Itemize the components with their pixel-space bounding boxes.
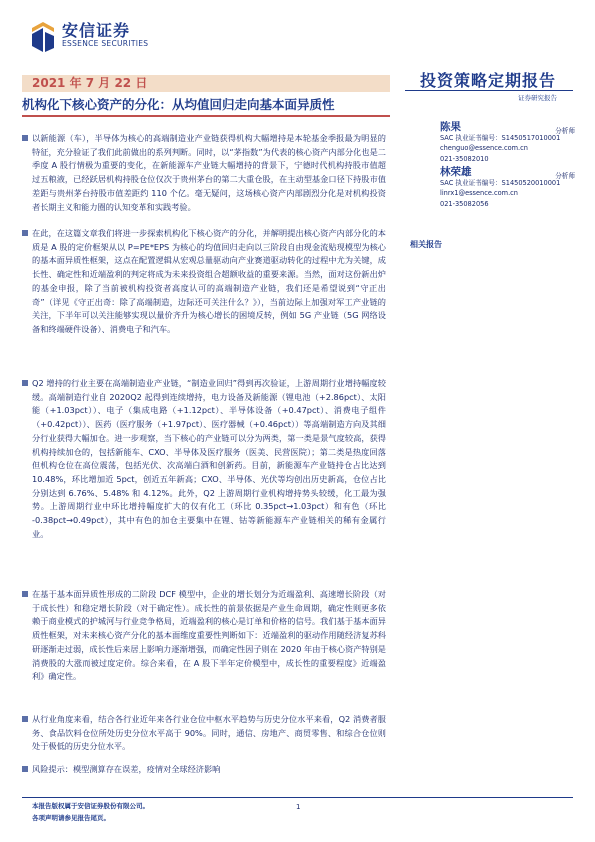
analyst-cert: SAC 执业证书编号：S1450517010001 bbox=[440, 133, 561, 142]
page-number: 1 bbox=[296, 803, 301, 811]
summary-paragraph-5: 从行业角度来看，结合各行业近年来各行业仓位中枢水平趋势与历史分位水平来看，Q2 消费者服务、食品饮料仓位所处历史分位水平高于 90%。同时，通信、房地产、商贸零售、和综合仓位则处于极低的历史分位水平。 bbox=[22, 713, 386, 754]
analyst-phone: 021-35082056 bbox=[440, 199, 489, 208]
company-logo bbox=[30, 18, 190, 62]
document-title: 机构化下核心资产的分化：从均值回归走向基本面异质性 bbox=[22, 97, 335, 112]
analyst-card bbox=[440, 167, 575, 209]
summary-paragraph-3: Q2 增持的行业主要在高端制造业产业链，“制造业回归”得到再次验证，上游周期行业增持幅度较缓。高端制造行业自 2020Q2 起得到连续增持，电力设备及新能源（锂电池（+2.86pct）、太阳能（+1.03pct））、电子（集成电路（+1.12pct）、半导体设备（+0.47pct）、消费电子组件（+0.42pct））、医药（医疗服务（+1.97pct）、医疗器械（+0.46pct））等高端制造方向及其细分行业获得大幅加仓。进一步观察，当下核心的产业链可以分为两类，第一类是景气度较高，获得机构持续加仓的，包括新能车、CXO、半导体及医疗服务（医美、民营医院）；第二类是热度回落但机构仓位在高位震荡，包括光伏、次高端白酒和创新药。目前，新能源车产业链持仓占比达到 10.48%，环比增加近 5pct，创近五年新高；CXO、半导体、光伏等均创出历史新高，仓位占比分别达到 6.76%、5.48% 和 4.12%。此外，Q2 上游周期行业机构增持势头较缓，化工最为强势。上游周期行业中环比增持幅度扩大的仅有化工（环比 0.35pct→1.03pct）和有色（环比 -0.38pct→0.49pct），其中有色的加仓主要集中在锂、钴等新能源车产业链相关的稀有金属行业。 bbox=[22, 377, 386, 541]
bullet-square-icon bbox=[22, 135, 28, 141]
logo-mark-icon bbox=[30, 20, 56, 54]
report-date: 2021 年 7 月 22 日 bbox=[32, 76, 148, 90]
footer-divider bbox=[22, 797, 573, 798]
related-reports-heading: 相关报告 bbox=[410, 240, 442, 249]
bullet-square-icon bbox=[22, 716, 28, 722]
risk-warning: 风险提示：模型测算存在误差，疫情对全球经济影响 bbox=[22, 763, 386, 777]
analyst-cert: SAC 执业证书编号：S1450520010001 bbox=[440, 178, 561, 187]
analyst-email[interactable]: linrx1@essence.com.cn bbox=[440, 189, 518, 197]
analyst-email[interactable]: chenguo@essence.com.cn bbox=[440, 144, 528, 152]
footer-copyright: 本报告版权属于安信证券股份有限公司。 bbox=[32, 802, 149, 810]
report-type-title: 投资策略定期报告 bbox=[420, 71, 557, 90]
report-subtitle: 证券研究报告 bbox=[518, 94, 557, 102]
logo-text-en: ESSENCE SECURITIES bbox=[62, 39, 149, 48]
analyst-name: 林荣雄 bbox=[440, 166, 472, 178]
analyst-name: 陈果 bbox=[440, 121, 461, 133]
logo-text-cn: 安信证券 bbox=[62, 21, 131, 40]
analyst-phone: 021-35082010 bbox=[440, 154, 489, 163]
bullet-square-icon bbox=[22, 591, 28, 597]
summary-paragraph-1: 以新能源（车），半导体为核心的高端制造业产业链获得机构大幅增持是本轮基金季报最为明显的特征，充分验证了我们此前做出的系列判断。同时，以“茅指数”为代表的核心资产内部分化也是二季度 A 股行情极为重要的变化，在新能源车产业链大幅增持的背景下，宁德时代机构持股市值超过五粮液，已经跃居机构持股仓位仅次于贵州茅台的第二大重仓股，在主动型基金口径下持股市值差距与贵州茅台持股市值差距约 110 个亿。毫无疑问，这场核心资产内部剧烈分化是对机构投资者长期主义和能力圈的认知变革和实践考验。 bbox=[22, 132, 386, 214]
bullet-square-icon bbox=[22, 230, 28, 236]
date-band bbox=[22, 75, 390, 92]
analyst-card bbox=[440, 122, 575, 164]
summary-paragraph-2: 在此，在这篇文章我们将进一步探索机构化下核心资产的分化，并解明提出核心资产内部分化的本质是 A 股的定价框架从以 P=PE*EPS 为核心的均值回归走向以三阶段自由现金流贴现模型为核心的基本面异质性框架，这点在配置逻辑从宏观总量驱动向产业赛道驱动转化的过程中尤为关键，成长性、确定性和近端盈利的判定将成为未来投资组合超额收益的重要来源。当然，面对这份新出炉的基金申报，除了当前被机构投资者高度认可的高端制造产业链，我们还是希望说到“守正出奇”（详见《守正出奇：除了高端制造，边际还可关注什么？》），当前边际上加强对军工产业链的关注，下半年可以关注能够实现以量价齐升为核心增长的困境反转，例如 5G 产业链（5G 网络设备和终端硬件设备）、消费电子和汽车。 bbox=[22, 227, 386, 337]
analyst-role: 分析师 bbox=[555, 127, 575, 135]
summary-paragraph-4: 在基于基本面异质性形成的二阶段 DCF 模型中，企业的增长划分为近端盈利、高速增长阶段（对于成长性）和稳定增长阶段（对于确定性）。成长性的前景依据是产业生命周期，确定性则更多依赖于商业模式的护城河与行业竞争格局，近端盈利的核心是订单和价格的信号。我们基于基本面异质性框架，对未来核心资产分化的基本面维度重要性判断如下：近端盈利的驱动作用随经济复苏科研逐渐走过弱，成长性后来居上影响力逐渐增强，而确定性因子则在 2020 年由于核心资产特别是消费股的大涨而被过度定价。综合来看，在 A 股下半年定价模型中，成长性的重要程度》近端盈利》确定性。 bbox=[22, 588, 386, 684]
bullet-square-icon bbox=[22, 766, 28, 772]
analyst-role: 分析师 bbox=[555, 172, 575, 180]
header-divider bbox=[405, 90, 573, 91]
title-divider bbox=[22, 115, 390, 117]
bullet-square-icon bbox=[22, 380, 28, 386]
footer-disclaimer: 各项声明请参见报告尾页。 bbox=[32, 814, 110, 822]
